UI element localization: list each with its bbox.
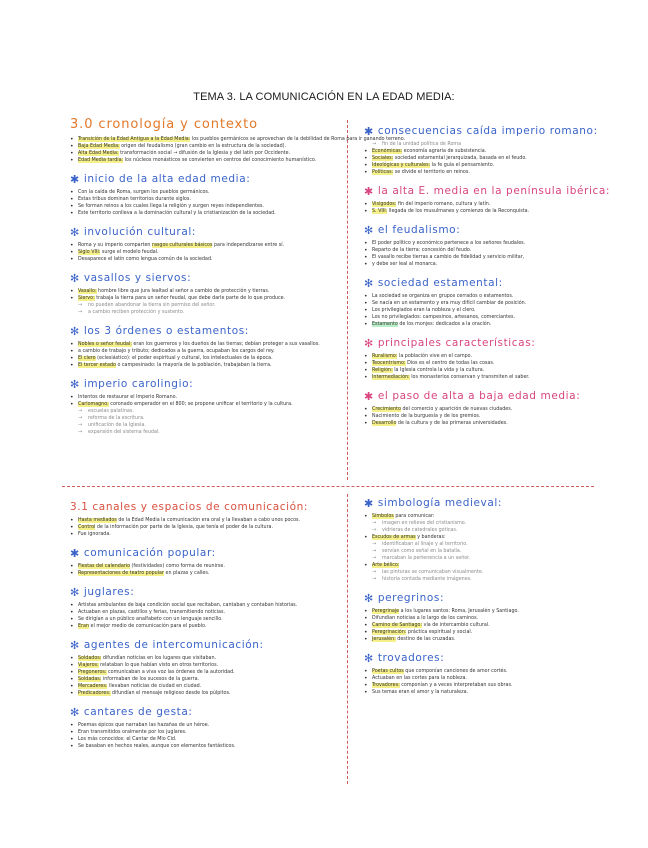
section-heading: [364, 184, 611, 198]
note-section: [364, 277, 588, 328]
section-heading-text: vasallos y siervos:: [83, 272, 192, 284]
note-line: • Nobles o señor feudal: eran los guerreros y los dueños de las tierras; debían proteger a sus vasallos.: [70, 341, 340, 348]
note-section: [364, 224, 588, 268]
note-line: • Se dirigían a un público analfabeto con un lenguaje sencillo.: [70, 616, 340, 623]
note-section: [364, 390, 588, 427]
note-line: • El vasallo recibe tierras a cambio de fidelidad y servicio militar,: [364, 254, 588, 261]
section-heading-text: trovadores:: [377, 652, 445, 664]
section-heading-text: peregrinos:: [377, 592, 445, 604]
flower-icon: ✻: [70, 377, 80, 391]
asterisk-icon: ✱: [70, 546, 80, 560]
section-heading-text: inicio de la alta edad media:: [83, 173, 251, 185]
section-heading: [70, 173, 340, 185]
note-line: • Siglo VIII: surge el modelo feudal.: [70, 249, 340, 256]
note-line: • Escudos de armas y banderas:: [364, 534, 588, 541]
note-line: • Pregoneros: comunicaban a viva voz las órdenes de la autoridad.: [70, 669, 340, 676]
section-heading-text: 3.1 canales y espacios de comunicación:: [70, 501, 309, 513]
note-line: • Sociales: sociedad estamental jerarquizada, basada en el feudo.: [364, 155, 588, 162]
note-line: • Desarrollo de la cultura y de las primeras universidades.: [364, 420, 588, 427]
section-heading-text: la alta E. media en la península ibérica:: [377, 185, 611, 197]
flower-icon: ✻: [70, 324, 80, 338]
note-line: → marcaban la pertenencia a un señor.: [364, 555, 588, 562]
note-line: • Peregrinación: práctica espiritual y social.: [364, 629, 588, 636]
note-line: • Estamento de los monjes: dedicados a la oración.: [364, 321, 588, 328]
note-line: • Ideológicas y culturales: la fe guía el pensamiento.: [364, 162, 588, 169]
note-line: • Se nacía en un estamento y era muy difícil cambiar de posición.: [364, 300, 588, 307]
flower-icon: ✻: [364, 223, 374, 237]
note-line: • Alta Edad Media: transformación social → difusión de la Iglesia y del latín por Occidente.: [70, 150, 340, 157]
note-section: [70, 117, 406, 164]
note-line: • a cambio de trabajo y tributo; dedicados a la guerra, ocupaban los cargos del rey.: [70, 348, 340, 355]
flower-icon: ✻: [70, 225, 80, 239]
note-line: • Actuaban en plazas, castillos y ferias, transmitiendo noticias.: [70, 609, 340, 616]
note-section: [364, 592, 588, 643]
note-line: • Eran transmitidos oralmente por los juglares.: [70, 729, 340, 736]
note-line: → identificaban al linaje y al territorio.: [364, 541, 588, 548]
section-heading-text: involución cultural:: [83, 226, 197, 238]
note-line: → imagen en relieve del cristianismo.: [364, 520, 588, 527]
note-line: → historia contada mediante imágenes.: [364, 576, 588, 583]
note-line: • Artistas ambulantes de baja condición social que recitaban, cantaban y contaban historias.: [70, 602, 340, 609]
note-line: • Se basaban en hechos reales, aunque con elementos fantásticos.: [70, 743, 340, 750]
note-line: • Desaparece el latín como lengua común de la sociedad.: [70, 256, 340, 263]
note-line: • Soldadas: informaban de los sucesos de la guerra.: [70, 676, 340, 683]
note-line: → a cambio reciben protección y sustento.: [70, 309, 340, 316]
note-line: • Hasta mediados de la Edad Media la comunicación era oral y la llevaban a cabo unos pocos.: [70, 517, 340, 524]
note-section: [70, 378, 340, 436]
note-line: • Crecimiento del comercio y aparición de nuevas ciudades.: [364, 406, 588, 413]
note-line: • Visigodos: fin del imperio romano, cultura y latín.: [364, 201, 588, 208]
section-heading: [364, 497, 588, 509]
note-section: [364, 124, 598, 176]
note-line: → expansión del sistema feudal.: [70, 429, 340, 436]
section-heading-text: agentes de intercomunicación:: [83, 639, 264, 651]
section-heading-text: principales características:: [377, 337, 536, 349]
section-heading: [364, 390, 588, 402]
left-bottom-column: [70, 501, 340, 759]
note-line: • Camino de Santiago: vía de intercambio cultural.: [364, 622, 588, 629]
note-line: • Estas tribus dominan territorios durante siglos.: [70, 196, 340, 203]
flower-icon: ✻: [364, 276, 374, 290]
note-line: • Edad Media tardía: los núcleos monásticos se convierten en centros del conocimiento humanístico.: [70, 157, 340, 164]
note-line: • Transición de la Edad Antigua a la Edad Media: los pueblos germánicos se aprovechan de la debilidad de Roma para ir ganando terreno.: [70, 136, 340, 143]
note-line: • Religión: la Iglesia controla la vida y la cultura.: [364, 367, 588, 374]
note-line: → servían como señal en la batalla.: [364, 548, 588, 555]
asterisk-icon: ✱: [364, 184, 374, 198]
note-line: • Se forman reinos a los cuales llega la religión y surgen reyes independientes.: [70, 203, 340, 210]
note-line: • Económicas: economía agraria de subsistencia.: [364, 148, 588, 155]
note-line: → las pinturas se comunicaban visualmente.: [364, 569, 588, 576]
section-heading: [70, 547, 340, 559]
note-line: • Nacimiento de la burguesía y de los gremios.: [364, 413, 588, 420]
note-line: → unificación de la Iglesia.: [70, 422, 340, 429]
note-line: • Los no privilegiados: campesinos, artesanos, comerciantes.: [364, 314, 588, 321]
note-line: → no pueden abandonar la tierra sin permiso del señor.: [70, 302, 340, 309]
flower-icon: ✻: [70, 585, 80, 599]
note-line: • El tercer estado o campesinado: la mayoría de la población, trabajaban la tierra.: [70, 362, 340, 369]
note-section: [364, 652, 588, 696]
note-line: • Difundían noticias a lo largo de los caminos.: [364, 615, 588, 622]
section-heading-text: cantares de gesta:: [83, 706, 193, 718]
note-line: • Fiestas del calendario (festividades) como forma de reunirse.: [70, 563, 340, 570]
flower-icon: ✻: [70, 705, 80, 719]
note-line: • Roma y su imperio comparten rasgos culturales básicos para independizarse entre sí.: [70, 242, 340, 249]
note-line: • Mercaderes: llevaban noticias de ciudad en ciudad.: [70, 683, 340, 690]
flower-icon: ✻: [70, 271, 80, 285]
section-heading: [70, 378, 340, 390]
note-line: • Sus temas eran el amor y la naturaleza.: [364, 689, 588, 696]
note-line: • Con la caída de Roma, surgen los pueblos germánicos.: [70, 189, 340, 196]
section-heading-text: el feudalismo:: [377, 224, 461, 236]
section-heading: [364, 652, 588, 664]
note-line: • Políticas: se divide el territorio en reinos.: [364, 169, 588, 176]
section-heading-text: los 3 órdenes o estamentos:: [83, 325, 249, 337]
section-heading: [70, 586, 340, 598]
note-line: • Vasallo: hombre libre que jura lealtad al señor a cambio de protección y tierras.: [70, 288, 340, 295]
note-section: [70, 173, 340, 217]
note-line: • Poemas épicos que narraban las hazañas de un héroe.: [70, 722, 340, 729]
note-line: • Símbolos para comunicar:: [364, 513, 588, 520]
note-line: • El poder político y económico pertenece a los señores feudales.: [364, 240, 588, 247]
asterisk-icon: ✱: [364, 124, 374, 138]
note-line: • y debe ser leal al monarca.: [364, 261, 588, 268]
note-section: [364, 337, 588, 381]
section-heading: [70, 272, 340, 284]
note-line: • Soldados: difundían noticias en los lugares que visitaban.: [70, 655, 340, 662]
note-line: → escuelas palatinas.: [70, 408, 340, 415]
note-line: • Ruralismo: la población vive en el campo.: [364, 353, 588, 360]
note-line: • Trovadores: componían y a veces interpretaban sus obras.: [364, 682, 588, 689]
section-heading-text: 3.0 cronología y contexto: [70, 117, 258, 132]
section-heading: [70, 325, 340, 337]
section-heading: [364, 337, 588, 349]
section-heading-text: el paso de alta a baja edad media:: [377, 390, 581, 402]
note-line: • Siervo: trabaja la tierra para un señor feudal, que debe darle parte de lo que produce.: [70, 295, 340, 302]
note-line: • Peregrinaje a los lugares santos: Roma, Jerusalén y Santiago.: [364, 608, 588, 615]
section-heading: [364, 224, 588, 236]
section-heading: [70, 639, 340, 651]
note-line: → fin de la unidad política de Roma: [364, 141, 588, 148]
note-section: [364, 184, 611, 215]
note-line: • Poetas cultos que componían canciones de amor cortés.: [364, 668, 588, 675]
note-section: [70, 226, 340, 263]
note-line: → reforma de la escritura.: [70, 415, 340, 422]
note-line: • Control de la información por parte de la Iglesia, que tenía el poder de la cultura.: [70, 524, 340, 531]
note-section: [70, 272, 340, 316]
note-line: • La sociedad se organiza en grupos cerrados o estamentos.: [364, 293, 588, 300]
right-top-column: [364, 124, 611, 436]
note-line: • Actuaban en las cortes para la nobleza.: [364, 675, 588, 682]
note-section: [70, 501, 340, 538]
note-line: • Carlomagno: coronado emperador en el 800; se propone unificar el territorio y la cultura.: [70, 401, 340, 408]
note-line: • Arte bélico:: [364, 562, 588, 569]
note-line: • Viajeros: relataban lo que habían visto en otros territorios.: [70, 662, 340, 669]
section-heading: [70, 117, 340, 132]
note-line: • Los más conocidos: el Cantar de Mio Cid.: [70, 736, 340, 743]
section-heading: [364, 277, 588, 289]
flower-icon: ✻: [70, 638, 80, 652]
section-heading-text: sociedad estamental:: [377, 277, 503, 289]
section-heading: [364, 124, 598, 138]
column-divider-top: [347, 120, 348, 480]
note-line: • El clero (eclesiástico): el poder espiritual y cultural, los intelectuales de la época.: [70, 355, 340, 362]
column-divider-bottom: [347, 494, 348, 784]
note-line: • Los privilegiados eran la nobleza y el clero.: [364, 307, 588, 314]
section-heading-text: simbología medieval:: [377, 497, 503, 509]
note-section: [70, 706, 340, 750]
note-section: [70, 325, 340, 369]
section-heading: [364, 592, 588, 604]
note-section: [70, 586, 340, 630]
section-heading-text: juglares:: [83, 586, 135, 598]
note-line: • Baja Edad Media: origen del feudalismo (gran cambio en la estructura de la sociedad).: [70, 143, 340, 150]
note-line: • Representaciones de teatro popular en plazas y calles.: [70, 570, 340, 577]
note-section: [70, 547, 340, 577]
section-heading: [70, 706, 340, 718]
flower-icon: ✻: [364, 651, 374, 665]
section-heading-text: consecuencias caída imperio romano:: [377, 125, 598, 137]
note-line: • S. VIII: llegada de los musulmanes y comienzo de la Reconquista.: [364, 208, 588, 215]
asterisk-icon: ✱: [364, 496, 374, 510]
note-line: • Este territorio conlleva a la dominación cultural y la cristianización de la sociedad.: [70, 210, 340, 217]
note-line: • Predicadores: difundían el mensaje religioso desde los púlpitos.: [70, 690, 340, 697]
asterisk-icon: ✱: [364, 389, 374, 403]
note-line: • Reparto de la tierra: concesión del feudo.: [364, 247, 588, 254]
section-heading-text: comunicación popular:: [83, 547, 216, 559]
section-heading-text: imperio carolingio:: [83, 378, 194, 390]
right-bottom-column: [364, 497, 588, 705]
note-line: • Eran el mejor medio de comunicación para el pueblo.: [70, 623, 340, 630]
note-line: → vidrieras de catedrales góticas.: [364, 527, 588, 534]
note-line: • Teocentrismo: Dios es el centro de todas las cosas.: [364, 360, 588, 367]
section-heading: [70, 226, 340, 238]
note-line: • Intentos de restaurar el Imperio Romano.: [70, 394, 340, 401]
note-line: • Intermediación: los monasterios conservan y transmiten el saber.: [364, 374, 588, 381]
page-title: TEMA 3. LA COMUNICACIÓN EN LA EDAD MEDIA:: [193, 91, 455, 103]
section-heading: [70, 501, 340, 513]
note-line: • Jerusalén: destino de las cruzadas.: [364, 636, 588, 643]
note-line: • Fue ignorada.: [70, 531, 340, 538]
note-section: [70, 639, 340, 697]
flower-icon: ✻: [364, 336, 374, 350]
section-divider: [62, 486, 594, 487]
flower-icon: ✻: [364, 591, 374, 605]
note-section: [364, 497, 588, 583]
asterisk-icon: ✱: [70, 172, 80, 186]
